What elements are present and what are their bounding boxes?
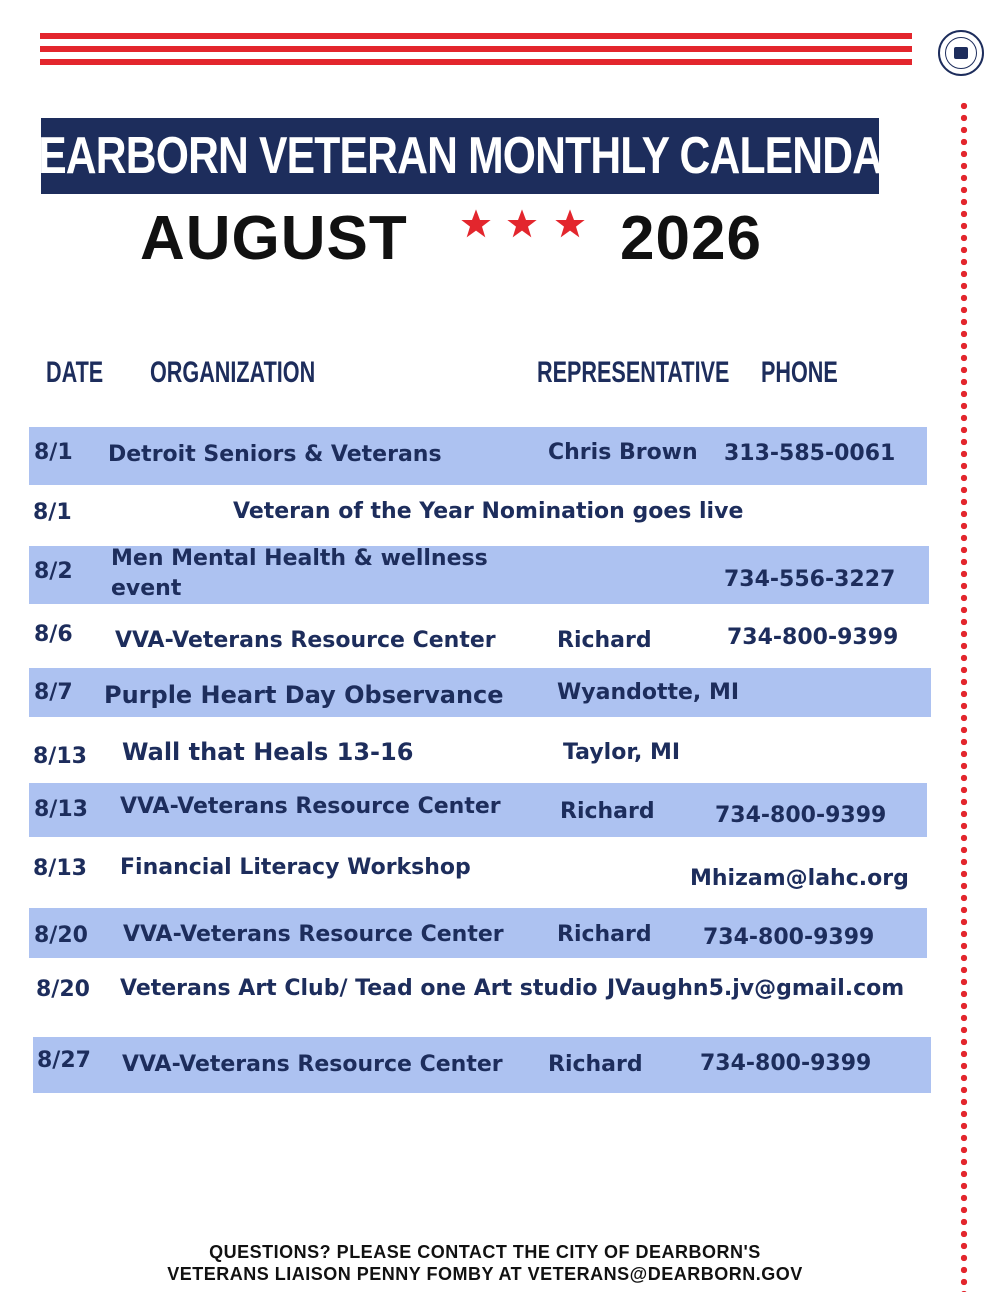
event-representative: Richard bbox=[560, 799, 655, 824]
event-phone: 734-800-9399 bbox=[703, 925, 875, 950]
event-phone: Mhizam@lahc.org bbox=[690, 866, 909, 891]
event-organization: Veterans Art Club/ Tead one Art studio bbox=[120, 976, 598, 1001]
event-phone: 734-800-9399 bbox=[727, 625, 899, 650]
event-organization: VVA-Veterans Resource Center bbox=[122, 1052, 503, 1077]
column-header-date: DATE bbox=[46, 356, 104, 389]
event-date: 8/13 bbox=[34, 797, 88, 822]
stripe bbox=[40, 33, 912, 39]
column-header-organization: ORGANIZATION bbox=[150, 356, 316, 389]
stripe bbox=[40, 59, 912, 65]
event-date: 8/20 bbox=[36, 977, 90, 1002]
event-phone: 734-800-9399 bbox=[700, 1051, 872, 1076]
stripe bbox=[40, 46, 912, 52]
event-representative: Taylor, MI bbox=[563, 740, 681, 765]
event-phone: 734-556-3227 bbox=[724, 567, 896, 592]
event-phone: JVaughn5.jv@gmail.com bbox=[607, 976, 905, 1001]
month-label: AUGUST bbox=[140, 204, 408, 273]
star-icon bbox=[554, 208, 586, 240]
event-organization: Veteran of the Year Nomination goes live bbox=[233, 499, 744, 524]
event-organization: Financial Literacy Workshop bbox=[120, 855, 471, 880]
event-date: 8/13 bbox=[33, 856, 87, 881]
event-representative: Chris Brown bbox=[548, 440, 698, 465]
page-title: DEARBORN VETERAN MONTHLY CALENDAR bbox=[8, 127, 912, 185]
event-date: 8/13 bbox=[33, 744, 87, 769]
footer-line-2: VETERANS LIAISON PENNY FOMBY AT VETERANS@DEARBORN.GOV bbox=[167, 1263, 803, 1284]
event-representative: Wyandotte, MI bbox=[557, 680, 740, 705]
star-icon bbox=[460, 208, 492, 240]
event-organization: VVA-Veterans Resource Center bbox=[115, 628, 496, 653]
event-date: 8/7 bbox=[34, 680, 73, 705]
event-organization: VVA-Veterans Resource Center bbox=[123, 922, 504, 947]
column-header-phone: PHONE bbox=[761, 356, 838, 389]
column-header-representative: REPRESENTATIVE bbox=[537, 356, 730, 389]
event-phone: 734-800-9399 bbox=[715, 803, 887, 828]
event-organization: Men Mental Health & wellness bbox=[111, 546, 488, 571]
event-representative: Richard bbox=[557, 628, 652, 653]
event-organization-line2: event bbox=[111, 576, 182, 601]
event-phone: 313-585-0061 bbox=[724, 441, 896, 466]
dotted-border bbox=[960, 100, 968, 1292]
event-organization: Detroit Seniors & Veterans bbox=[108, 442, 442, 467]
event-date: 8/6 bbox=[34, 622, 73, 647]
event-organization: VVA-Veterans Resource Center bbox=[120, 794, 501, 819]
title-banner bbox=[8, 118, 912, 194]
year-label: 2026 bbox=[620, 204, 762, 273]
event-organization: Wall that Heals 13-16 bbox=[122, 738, 414, 766]
event-date: 8/20 bbox=[34, 923, 88, 948]
contact-footer bbox=[0, 1242, 970, 1285]
city-seal-icon bbox=[938, 30, 984, 76]
event-date: 8/1 bbox=[34, 440, 73, 465]
star-icon bbox=[506, 208, 538, 240]
event-date: 8/27 bbox=[37, 1048, 91, 1073]
event-organization: Purple Heart Day Observance bbox=[104, 681, 504, 709]
event-representative: Richard bbox=[557, 922, 652, 947]
stars-decoration bbox=[460, 208, 590, 248]
event-date: 8/2 bbox=[34, 559, 73, 584]
footer-line-1: QUESTIONS? PLEASE CONTACT THE CITY OF DEARBORN'S bbox=[209, 1242, 761, 1262]
event-representative: Richard bbox=[548, 1052, 643, 1077]
event-date: 8/1 bbox=[33, 500, 72, 525]
